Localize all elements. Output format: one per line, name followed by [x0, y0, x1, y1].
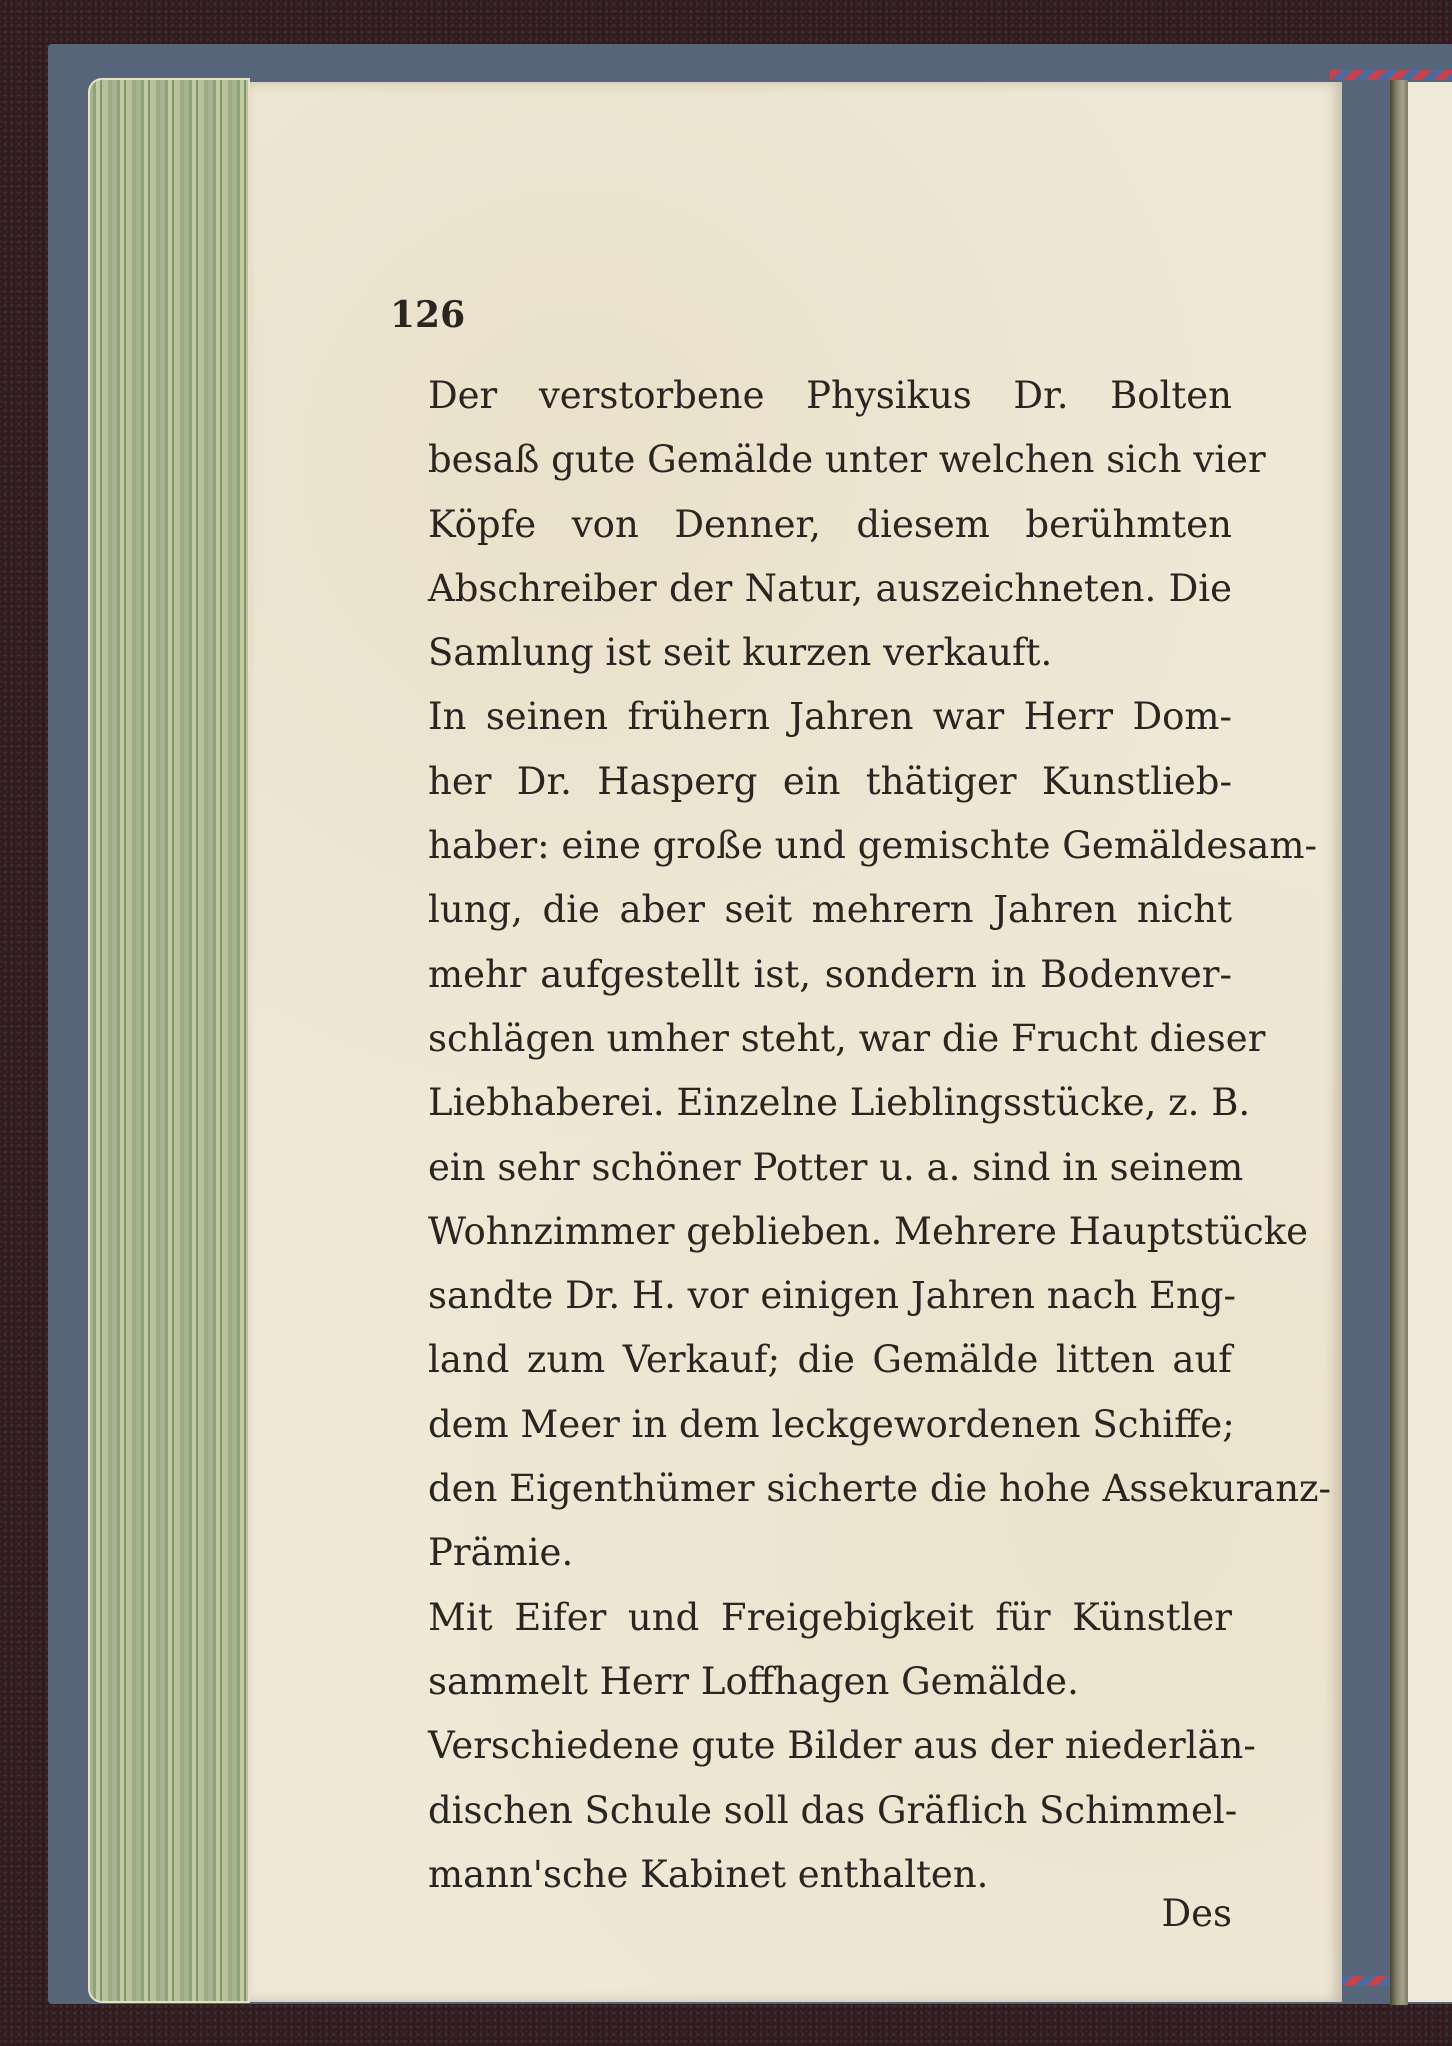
paragraph-schimmelmann — [370, 1714, 1256, 1907]
paragraph-hasperg — [370, 685, 1332, 1585]
text-line: ein sehr schöner Potter u. a. sind in seinem — [428, 1145, 1244, 1189]
page-number: 126 — [390, 294, 466, 336]
text-line: Liebhaberei. Einzelne Lieblingsstücke, z. B. — [428, 1081, 1251, 1125]
facing-page-edge — [1408, 82, 1452, 2002]
text-line: Verschiedene gute Bilder aus der niederlän- — [428, 1724, 1256, 1768]
text-line: Wohnzimmer geblieben. Mehrere Hauptstücke — [428, 1209, 1309, 1253]
text-line: Köpfe von Denner, diesem berühmten — [428, 502, 1232, 546]
page-text — [370, 364, 1332, 1907]
text-line: besaß gute Gemälde unter welchen sich vier — [428, 438, 1266, 482]
text-line: Mit Eifer und Freigebigkeit für Künstler — [428, 1595, 1232, 1639]
book-page — [250, 82, 1342, 2002]
paragraph-bolten — [370, 364, 1266, 685]
text-line: mehr aufgestellt ist, sondern in Bodenver- — [428, 952, 1232, 996]
text-line: mann'sche Kabinet enthalten. — [428, 1852, 989, 1896]
text-line: In seinen frühern Jahren war Herr Dom- — [428, 695, 1232, 739]
catchword: Des — [1161, 1892, 1232, 1935]
text-line: Der verstorbene Physikus Dr. Bolten — [428, 374, 1232, 417]
text-line: her Dr. Hasperg ein thätiger Kunstlieb- — [428, 759, 1232, 803]
headband-top — [1330, 70, 1452, 80]
text-line: Samlung ist seit kurzen verkauft. — [428, 631, 1053, 675]
text-line: Abschreiber der Natur, auszeichneten. Die — [428, 566, 1232, 610]
text-line: sammelt Herr Loffhagen Gemälde. — [428, 1659, 1079, 1703]
paragraph-loffhagen — [370, 1586, 1232, 1715]
book-gutter — [1390, 80, 1408, 2005]
text-line: schlägen umher steht, war die Frucht dieser — [428, 1016, 1266, 1060]
text-line: lung, die aber seit mehrern Jahren nicht — [428, 888, 1232, 932]
text-line: sandte Dr. H. vor einigen Jahren nach Eng- — [428, 1274, 1237, 1318]
text-line: den Eigenthümer sicherte die hohe Assekuranz- — [428, 1467, 1332, 1511]
text-line: Prämie. — [428, 1531, 574, 1575]
text-line: dem Meer in dem leckgewordenen Schiffe; — [428, 1402, 1235, 1446]
text-line: land zum Verkauf; die Gemälde litten auf — [428, 1338, 1232, 1382]
text-line: haber: eine große und gemischte Gemäldesam- — [428, 824, 1317, 868]
page-edges-fore-edge — [88, 78, 250, 2003]
text-line: dischen Schule soll das Gräflich Schimmel- — [428, 1788, 1238, 1832]
